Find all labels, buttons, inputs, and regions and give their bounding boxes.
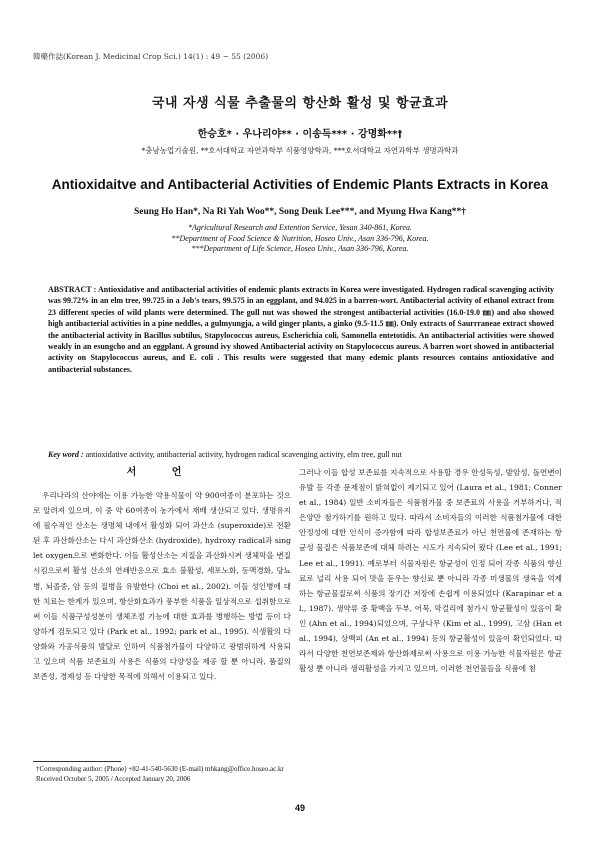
journal-header: 韓藥作誌(Korean J. Medicinal Crop Sci.) 14(1) : 49 ~ 55 (2006) — [33, 52, 269, 61]
page-number: 49 — [294, 803, 305, 813]
corresponding-author: †Corresponding author: (Phone) +82-41-540-5630 (E-mail) mhkang@office.hoseo.ac.kr — [36, 765, 284, 773]
english-title: Antioxidaitve and Antibacterial Activities of Endemic Plants Extracts in Korea — [51, 177, 549, 192]
received-dates: Received October 5, 2005 / Accepted January 20, 2006 — [36, 775, 191, 783]
body-paragraph: 그러나 이들 합성 보존료를 지속적으로 사용할 경우 안성독성, 발암성, 돌연변이 유발 등 각종 문제점이 밝혀없이 제기되고 있어 (Laura et al., 1981; Conner et al., 1984) 일반 소비자들은 식품첨가물 중 보존료의 사용을 거부하거나, 적은양만 첨가하기를 원하고 있다. 따라서 소비자들의 이러한 식품첨가물에 대한 안정성에 대한 인식이 증가함에 따라 합성보존료가 아닌 천연물에 존재하는 항균성 물질은 식품보존에 대체 하려는 시도가 지속되어 왔다 (Lee et al., 1991; Lee et al., 1991). 예로부터 식물자원은 항균성이 인정 되어 각종 식품의 향신료로 널리 사용 되어 맛을 돋우는 향신료 뿐 아니라 각종 미생물의 생육을 억제하는 항균물질로써 식품의 장기간 저장에 손쉽게 이용되었다 (Karapinar et al., 1987). 생약류 중 황백을 두부, 어묵, 막걸리에 첨가시 항균활성이 있음이 확인 (Ahn et al., 1994)되었으며, 구상나무 (Kim et al., 1999), 고삼 (Han et al., 1994), 상백피 (An et al., 1994) 등의 항균활성이 있음이 확인되었다. 따라서 다양한 천연보존제와 항산화제로써 사용으로 이용 가능한 식물자원은 항균활성 뿐 아니라 생리활성을 가지고 있으며, 이러한 천연물들을 식품에 첨 — [299, 468, 562, 674]
affiliation-line: ***Department of Life Science, Hoseo Univ., Asan 336-796, Korea. — [191, 244, 409, 253]
english-authors: Seung Ho Han*, Na Ri Yah Woo**, Song Deuk Lee***, and Myung Hwa Kang**† — [133, 207, 467, 217]
affiliation-line: **Department of Food Science & Nutrition, Hoseo Univ., Asan 336-796, Korea. — [171, 233, 429, 243]
abstract-text: Antioxidative and antibacterial activities of endemic plants extracts in Korea were investigated. Hydrogen radical scavenging activity was 99.72% in an elm tree, 99.725 in a Job's tears, 99.575 in an eggplant, and 94.025 in a barren-wort. Antibacterial activity of ethanol extract from 23 different species of wild plants were determined. The gull nut was showed the strongest antibacterial activities (16.0-19.0 ㎜) and also showed high antibacterial activities in a pine neddles, a gulmyungja, a wild ginger plants, a ginko (9.5-11.5 ㎜). Only extracts of Saurrraneae extract showed the antibacterial activity in Bacillus subtilus, Stapylococcus aureus, Escherichia coli, Samonella entetotidis. An antibacterial activities were showed weakly in an esungcho and an eggplant. A ground ivy showed Antibacterial activity on Stapylococcus aureus. A barren wort showed in antibacterial activity on Stapylococcus aureus, and E. coli . This results were suggested that many edemic plants resources contains antioxidative and antibacterial substances. — [48, 285, 555, 374]
korean-authors: 한승호* · 우나리야** · 이송득*** · 강명화**† — [197, 129, 403, 140]
english-affiliations — [0, 223, 600, 255]
right-column — [299, 465, 562, 676]
footnote-rule — [33, 761, 121, 762]
affiliation-line: *Agricultural Research and Extention Service, Yesan 340-861, Korea. — [188, 223, 412, 232]
keywords — [48, 450, 554, 459]
abstract-label: ABSTRACT : — [48, 285, 97, 294]
body-paragraph: 우리나라의 산야에는 이용 가능한 약용식물이 약 900여종이 분포하는 것으로 알려져 있으며, 이 중 약 60여종이 농가에서 재배 생산되고 있다. 생명유지에 필수적인 산소는 생명체 내에서 활성화 되어 과산소 (superoxide)로 전환된 후 과산화산소는 다시 과산화산소 (hydroxide), hydroxy radical과 singlet oxygen으로 변화한다. 이들 활성산소는 지질을 과산화시켜 생체막을 변질시킴으로써 활성 산소의 연쇄반응으로 효소 불활성, 세포노화, 동맥경화, 당뇨병, 뇌졸중, 암 등의 질병을 유발한다 (Choi et al., 2002). 이들 성인병에 대한 치료는 한계가 있으며, 항산화효과가 풍부한 식품을 일상적으로 섭취함으로써 이들 식품구성성분이 생체조절 기능에 대한 효과를 병행하는 방법 등이 다양하게 검토되고 있다 (Park et al., 1992; park et al., 1995). 식생활의 다양화와 가공식품의 발달로 인하여 식품첨가물이 다양하고 광범위하게 사용되고 있으며 식품 보존료의 사용은 식품의 다양성을 제공 할 뿐 아니라, 품질의 보존성, 경제성 등 다양한 목적에 의해서 이용되고 있다. — [33, 491, 291, 682]
section-title: 서 언 — [126, 467, 198, 478]
abstract — [48, 284, 554, 375]
keyword-text: antioxidative activity, antibacterial activity, hydrogen radical scavenging activity, elm tree, gull nut — [85, 450, 402, 459]
keyword-label: Key word : — [48, 450, 84, 459]
korean-affiliation: *충남농업기술원, **호서대학교 자연과학부 식품영양학과, ***호서대학교 자연과학부 생명과학과 — [141, 146, 459, 155]
korean-title: 국내 자생 식물 추출물의 항산화 활성 및 항균효과 — [151, 96, 449, 111]
left-column — [33, 488, 291, 684]
footnote — [36, 764, 284, 784]
